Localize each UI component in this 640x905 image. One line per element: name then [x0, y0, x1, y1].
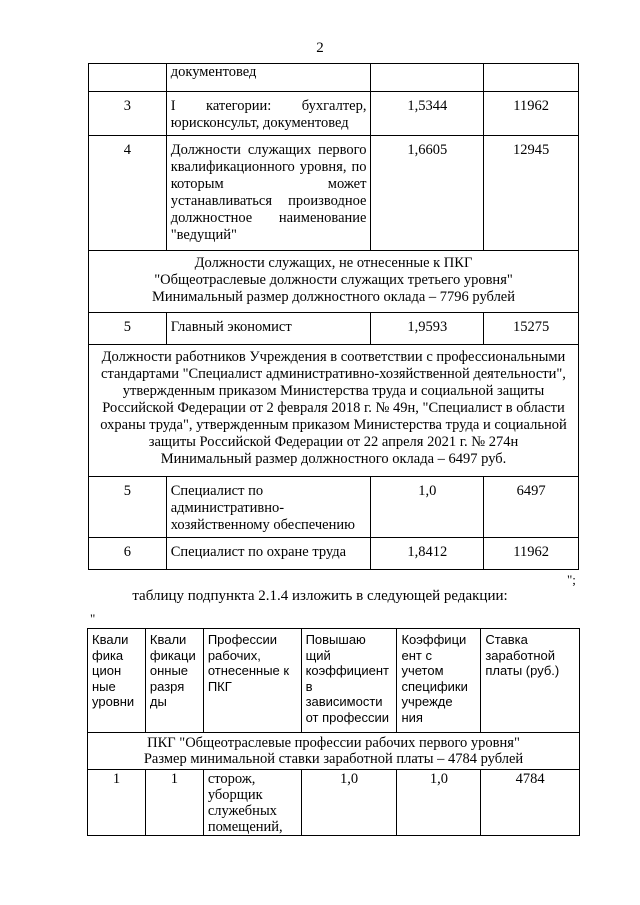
profession-name: сторож, уборщик служебных помещений, [203, 770, 301, 836]
salary: 12945 [484, 136, 579, 251]
section-header-row [88, 733, 580, 770]
page-number: 2 [316, 40, 324, 56]
specific-coefficient: 1,0 [397, 770, 481, 836]
section-text: Должности работников Учреждения в соответствии с профессиональными стандартами "Специалист административно-хозяйственной деятельности", утвержденным приказом Министерства труда и социальной защиты Российской Федерации от 2 февраля 2018 г. № 49н, "Специалист в области охраны труда", утвержденным приказом Министерства труда и социальной защиты Российской Федерации от 22 апреля 2021 г. № 274н [100, 349, 567, 450]
position-name: I категории: бухгалтер, юрисконсульт, документовед [166, 92, 371, 136]
coefficient: 1,9593 [371, 313, 484, 345]
positions-table [88, 63, 579, 570]
header-qualification-category: Квали фикаци онные разря ды [145, 629, 203, 733]
section-line: Минимальный размер должностного оклада – 7796 рублей [151, 289, 516, 305]
section-line: Минимальный размер должностного оклада – 6497 руб. [160, 451, 507, 467]
section-header-row [89, 345, 579, 477]
section-line: ПКГ "Общеотраслевые профессии рабочих первого уровня" [147, 735, 520, 751]
wage-rate: 4784 [481, 770, 580, 836]
position-name: Главный экономист [166, 313, 371, 345]
table-row [88, 770, 580, 836]
coefficient: 1,8412 [371, 538, 484, 570]
section-header [89, 345, 579, 477]
closing-quote: "; [567, 572, 576, 587]
row-number: 3 [89, 92, 167, 136]
salary: 11962 [484, 538, 579, 570]
position-name: документовед [166, 64, 371, 92]
table-row [89, 313, 579, 345]
qualification-category: 1 [145, 770, 203, 836]
section-line: Размер минимальной ставки заработной платы – 4784 рублей [143, 751, 524, 767]
header-professions: Профессии рабочих, отнесенные к ПКГ [203, 629, 301, 733]
raising-coefficient: 1,0 [301, 770, 397, 836]
section-header-row [89, 251, 579, 313]
wage-rates-table [87, 628, 580, 836]
position-name: Специалист по охране труда [166, 538, 371, 570]
header-wage-rate: Ставка заработной платы (руб.) [481, 629, 580, 733]
coefficient: 1,6605 [371, 136, 484, 251]
row-number: 5 [89, 477, 167, 538]
salary: 11962 [484, 92, 579, 136]
row-number: 4 [89, 136, 167, 251]
table-header-row [88, 629, 580, 733]
header-qualification-level: Квали фика цион ные уровни [88, 629, 146, 733]
section-header [88, 733, 580, 770]
section-line: Должности служащих, не отнесенные к ПКГ [194, 255, 473, 271]
section-header [89, 251, 579, 313]
header-specific-coefficient: Коэффици ент с учетом специфики учрежде ния [397, 629, 481, 733]
row-number: 6 [89, 538, 167, 570]
table-row [89, 64, 579, 92]
qualification-level: 1 [88, 770, 146, 836]
table-row [89, 477, 579, 538]
table-row [89, 136, 579, 251]
instruction-paragraph: таблицу подпункта 2.1.4 изложить в следующей редакции: [132, 588, 508, 604]
row-number: 5 [89, 313, 167, 345]
salary: 6497 [484, 477, 579, 538]
coefficient: 1,0 [371, 477, 484, 538]
section-line: "Общеотраслевые должности служащих третьего уровня" [154, 272, 513, 288]
coefficient: 1,5344 [371, 92, 484, 136]
position-name: Должности служащих первого квалификационного уровня, по которым может устанавливаться производное должностное наименование "ведущий" [166, 136, 371, 251]
table-row [89, 92, 579, 136]
opening-quote: " [90, 611, 96, 626]
position-name: Специалист по административно-хозяйственному обеспечению [166, 477, 371, 538]
salary: 15275 [484, 313, 579, 345]
header-raising-coefficient: Повышаю щий коэффициент в зависимости от профессии [301, 629, 397, 733]
table-row [89, 538, 579, 570]
